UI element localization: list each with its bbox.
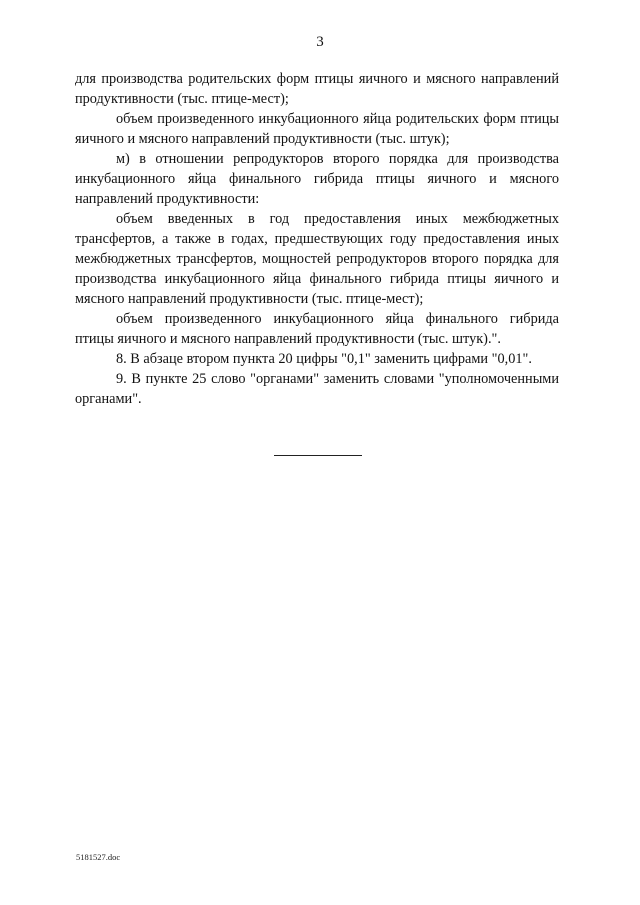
- page-number: 3: [316, 34, 324, 50]
- document-body: [75, 69, 559, 409]
- paragraph: объем произведенного инкубационного яйца финального гибрида птицы яичного и мясного направлений продуктивности (тыс. штук).".: [75, 311, 559, 347]
- paragraph: объем произведенного инкубационного яйца родительских форм птицы яичного и мясного направлений продуктивности (тыс. штук);: [75, 111, 559, 147]
- end-separator-line: [274, 455, 362, 456]
- paragraph: м) в отношении репродукторов второго порядка для производства инкубационного яйца финального гибрида птицы яичного и мясного направлений продуктивности:: [75, 151, 559, 207]
- paragraph: объем введенных в год предоставления иных межбюджетных трансфертов, а также в годах, предшествующих году предоставления иных межбюджетных трансфертов, мощностей репродукторов второго порядка для производства инкубационного яйца финального гибрида птицы яичного и мясного направлений продуктивности (тыс. птице-мест);: [75, 211, 559, 307]
- paragraph: для производства родительских форм птицы яичного и мясного направлений продуктивности (тыс. птице-мест);: [75, 71, 559, 107]
- document-file-id: 5181527.doc: [76, 852, 121, 862]
- paragraph: 9. В пункте 25 слово "органами" заменить словами "уполномоченными органами".: [75, 371, 559, 407]
- paragraph: 8. В абзаце втором пункта 20 цифры "0,1" заменить цифрами "0,01".: [116, 351, 532, 367]
